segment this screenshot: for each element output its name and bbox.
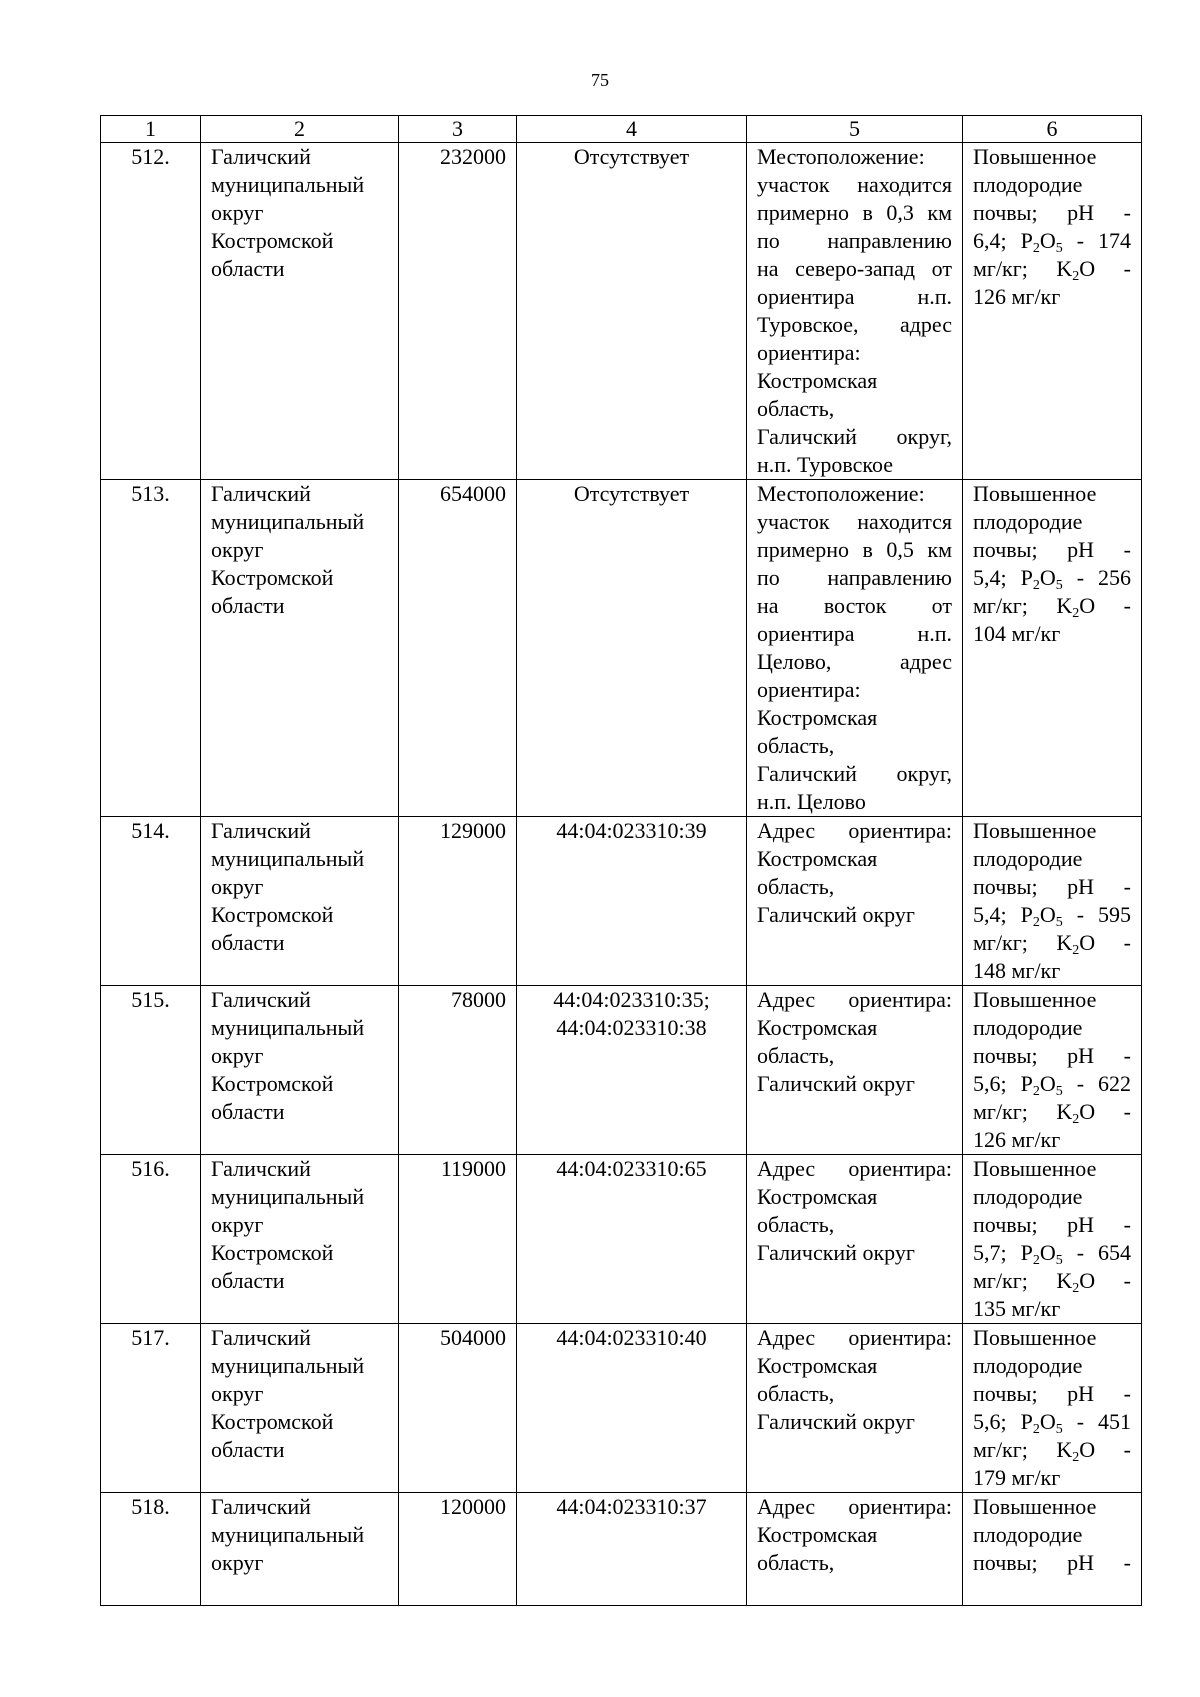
column-header: 6 <box>963 116 1142 143</box>
location-line: Туровское, адрес <box>757 312 952 337</box>
soil-ph-p2o5-line: 5,4; $P_2O_5 - 595$ <box>973 902 1131 930</box>
cadastral-cell <box>517 480 747 817</box>
location-line: примерно в 0,3 км <box>757 200 952 225</box>
cadastral-number: 44:04:023310:39 <box>556 818 707 843</box>
soil-k2o-line: мг/кг; $K_2O$ - <box>973 1437 1131 1465</box>
soil-ph-p2o5-line: 5,7; $P_2O_5 - 654$ <box>973 1240 1131 1268</box>
location-line: ориентира н.п. <box>757 284 952 309</box>
area-value: 654000 <box>440 481 506 506</box>
district-line: Галичский <box>211 1325 311 1350</box>
ph-value: 5,6 <box>973 1071 1001 1096</box>
district-line: области <box>211 593 285 618</box>
district-cell <box>201 1155 399 1324</box>
soil-line: плодородие <box>973 1353 1083 1378</box>
district-cell <box>201 480 399 817</box>
location-line: Костромская <box>757 705 878 730</box>
soil-k2o-line: мг/кг; $K_2O$ - <box>973 593 1131 621</box>
location-line: Адрес ориентира: <box>757 1494 952 1519</box>
soil-line: Повышенное <box>973 987 1097 1012</box>
row-number-cell <box>101 986 201 1155</box>
k2o-value: 135 мг/кг <box>973 1296 1061 1321</box>
area-cell <box>399 817 517 986</box>
area-cell <box>399 143 517 480</box>
district-line: Галичский <box>211 987 311 1012</box>
p2o5-value: 622 <box>1098 1071 1131 1096</box>
district-line: Галичский <box>211 144 311 169</box>
location-line: н.п. Туровское <box>757 452 894 477</box>
district-line: округ <box>211 1381 264 1406</box>
district-line: области <box>211 1437 285 1462</box>
location-line: Местоположение: <box>757 481 925 506</box>
location-line: область, <box>757 1381 835 1406</box>
location-line: ориентира: <box>757 677 861 702</box>
soil-line: почвы; pH - <box>973 1381 1131 1406</box>
column-header: 3 <box>399 116 517 143</box>
location-cell <box>747 817 963 986</box>
soil-line: Повышенное <box>973 1325 1097 1350</box>
location-cell <box>747 1155 963 1324</box>
location-line: н.п. Целово <box>757 789 866 814</box>
cadastral-cell <box>517 1324 747 1493</box>
district-line: муниципальный <box>211 172 365 197</box>
location-line: Костромская <box>757 368 878 393</box>
cadastral-cell <box>517 143 747 480</box>
district-line: области <box>211 930 285 955</box>
location-line: область, <box>757 733 835 758</box>
location-cell <box>747 1324 963 1493</box>
ph-value: 6,4 <box>973 228 1001 253</box>
page-number: 75 <box>591 70 609 90</box>
location-line: на восток от <box>757 593 952 618</box>
location-line: Адрес ориентира: <box>757 1325 952 1350</box>
district-line: муниципальный <box>211 509 365 534</box>
area-cell <box>399 1493 517 1606</box>
cadastral-number: Отсутствует <box>573 481 690 506</box>
area-cell <box>399 1155 517 1324</box>
area-value: 129000 <box>440 818 506 843</box>
ph-value: 5,4 <box>973 902 1001 927</box>
location-line: Адрес ориентира: <box>757 987 952 1012</box>
area-value: 120000 <box>440 1494 506 1519</box>
table-row <box>101 986 1142 1155</box>
cadastral-number: 44:04:023310:35; <box>553 987 710 1012</box>
table-row <box>101 817 1142 986</box>
district-line: муниципальный <box>211 846 365 871</box>
district-line: округ <box>211 1212 264 1237</box>
row-number-cell <box>101 1324 201 1493</box>
row-number: 515. <box>131 987 170 1012</box>
location-line: Костромская <box>757 1522 878 1547</box>
area-cell <box>399 480 517 817</box>
soil-line: плодородие <box>973 1015 1083 1040</box>
k2o-value: 148 мг/кг <box>973 958 1061 983</box>
ph-value: 5,4 <box>973 565 1001 590</box>
table-row <box>101 1324 1142 1493</box>
district-line: области <box>211 256 285 281</box>
soil-line: почвы; pH - <box>973 537 1131 562</box>
row-number: 512. <box>131 144 170 169</box>
column-header: 2 <box>201 116 399 143</box>
location-line: по направлению <box>757 228 952 253</box>
location-cell <box>747 1493 963 1606</box>
district-line: округ <box>211 1550 264 1575</box>
area-value: 504000 <box>440 1325 506 1350</box>
soil-line: Повышенное <box>973 144 1097 169</box>
p2o5-value: 451 <box>1098 1409 1131 1434</box>
soil-cell <box>963 1324 1142 1493</box>
location-line: Адрес ориентира: <box>757 1156 952 1181</box>
cadastral-number: 44:04:023310:65 <box>556 1156 707 1181</box>
location-line: по направлению <box>757 565 952 590</box>
district-line: округ <box>211 200 264 225</box>
cadastral-cell <box>517 1155 747 1324</box>
location-line: область, <box>757 1550 835 1575</box>
row-number: 518. <box>131 1494 170 1519</box>
soil-cell <box>963 1493 1142 1606</box>
soil-cell <box>963 1155 1142 1324</box>
district-line: муниципальный <box>211 1353 365 1378</box>
location-line: Адрес ориентира: <box>757 818 952 843</box>
district-line: Костромской <box>211 1071 334 1096</box>
location-line: область, <box>757 396 835 421</box>
soil-ph-p2o5-line: 5,4; $P_2O_5 - 256$ <box>973 565 1131 593</box>
row-number-cell <box>101 1155 201 1324</box>
ph-value: 5,6 <box>973 1409 1001 1434</box>
location-line: Костромская <box>757 1184 878 1209</box>
cadastral-number: 44:04:023310:37 <box>556 1494 707 1519</box>
column-number-row <box>101 116 1142 143</box>
location-cell <box>747 986 963 1155</box>
soil-ph-p2o5-line: 6,4; $P_2O_5 - 174$ <box>973 228 1131 256</box>
area-cell <box>399 986 517 1155</box>
location-line: Галичский округ <box>757 902 915 927</box>
district-line: Галичский <box>211 818 311 843</box>
location-line: Галичский округ <box>757 1240 915 1265</box>
soil-k2o-line: мг/кг; $K_2O$ - <box>973 930 1131 958</box>
area-cell <box>399 1324 517 1493</box>
table-row <box>101 1493 1142 1606</box>
k2o-value: 126 мг/кг <box>973 1127 1061 1152</box>
area-value: 78000 <box>451 987 506 1012</box>
k2o-value: 104 мг/кг <box>973 621 1061 646</box>
soil-ph-p2o5-line: 5,6; $P_2O_5 - 451$ <box>973 1409 1131 1437</box>
cadastral-number: 44:04:023310:38 <box>556 1015 707 1040</box>
soil-line: плодородие <box>973 509 1083 534</box>
soil-cell <box>963 480 1142 817</box>
district-cell <box>201 143 399 480</box>
column-header: 5 <box>747 116 963 143</box>
row-number-cell <box>101 480 201 817</box>
location-line: Целово, адрес <box>757 649 952 674</box>
soil-line: Повышенное <box>973 818 1097 843</box>
location-line: область, <box>757 874 835 899</box>
soil-cell <box>963 143 1142 480</box>
district-line: округ <box>211 874 264 899</box>
soil-cell <box>963 986 1142 1155</box>
district-line: Галичский <box>211 1156 311 1181</box>
district-line: Костромской <box>211 565 334 590</box>
p2o5-value: 174 <box>1098 228 1131 253</box>
district-line: Костромской <box>211 1240 334 1265</box>
location-line: примерно в 0,5 км <box>757 537 952 562</box>
k2o-value: 179 мг/кг <box>973 1465 1061 1490</box>
row-number-cell <box>101 817 201 986</box>
district-line: муниципальный <box>211 1522 365 1547</box>
district-line: Костромской <box>211 228 334 253</box>
location-line: Галичский округ, <box>757 424 952 449</box>
location-line: Местоположение: <box>757 144 925 169</box>
location-line: область, <box>757 1043 835 1068</box>
soil-line: почвы; pH - <box>973 1212 1131 1237</box>
location-line: Галичский округ <box>757 1071 915 1096</box>
district-line: округ <box>211 537 264 562</box>
soil-ph-p2o5-line: 5,6; $P_2O_5 - 622$ <box>973 1071 1131 1099</box>
soil-cell <box>963 817 1142 986</box>
district-line: муниципальный <box>211 1015 365 1040</box>
row-number: 514. <box>131 818 170 843</box>
p2o5-value: 256 <box>1098 565 1131 590</box>
area-value: 232000 <box>440 144 506 169</box>
location-cell <box>747 143 963 480</box>
soil-line: Повышенное <box>973 1156 1097 1181</box>
district-line: Галичский <box>211 1494 311 1519</box>
p2o5-value: 595 <box>1098 902 1131 927</box>
soil-line: почвы; pH - <box>973 1550 1131 1575</box>
location-line: ориентира: <box>757 340 861 365</box>
p2o5-value: 654 <box>1098 1240 1131 1265</box>
ph-value: 5,7 <box>973 1240 1001 1265</box>
row-number-cell <box>101 1493 201 1606</box>
cadastral-number: 44:04:023310:40 <box>556 1325 707 1350</box>
soil-line: почвы; pH - <box>973 1043 1131 1068</box>
cadastral-number: Отсутствует <box>573 144 690 169</box>
soil-k2o-line: мг/кг; $K_2O$ - <box>973 1099 1131 1127</box>
soil-line: плодородие <box>973 846 1083 871</box>
district-line: области <box>211 1268 285 1293</box>
location-line: участок находится <box>757 172 952 197</box>
location-line: на северо-запад от <box>757 256 952 281</box>
location-line: область, <box>757 1212 835 1237</box>
location-line: ориентира н.п. <box>757 621 952 646</box>
table-row <box>101 1155 1142 1324</box>
table-row <box>101 143 1142 480</box>
soil-line: плодородие <box>973 172 1083 197</box>
district-line: Костромской <box>211 1409 334 1434</box>
soil-k2o-line: мг/кг; $K_2O$ - <box>973 1268 1131 1296</box>
location-line: Костромская <box>757 1015 878 1040</box>
district-cell <box>201 817 399 986</box>
soil-line: почвы; pH - <box>973 200 1131 225</box>
soil-line: Повышенное <box>973 481 1097 506</box>
row-number: 517. <box>131 1325 170 1350</box>
location-line: Костромская <box>757 1353 878 1378</box>
column-header: 1 <box>101 116 201 143</box>
row-number: 516. <box>131 1156 170 1181</box>
soil-line: Повышенное <box>973 1494 1097 1519</box>
cadastral-cell <box>517 817 747 986</box>
row-number: 513. <box>131 481 170 506</box>
district-line: Костромской <box>211 902 334 927</box>
soil-line: плодородие <box>973 1522 1083 1547</box>
cadastral-cell <box>517 986 747 1155</box>
district-cell <box>201 1493 399 1606</box>
soil-k2o-line: мг/кг; $K_2O$ - <box>973 256 1131 284</box>
district-line: округ <box>211 1043 264 1068</box>
column-header: 4 <box>517 116 747 143</box>
cadastral-cell <box>517 1493 747 1606</box>
area-value: 119000 <box>440 1156 506 1181</box>
district-line: муниципальный <box>211 1184 365 1209</box>
k2o-value: 126 мг/кг <box>973 284 1061 309</box>
location-line: участок находится <box>757 509 952 534</box>
district-cell <box>201 1324 399 1493</box>
location-line: Галичский округ, <box>757 761 952 786</box>
table-row <box>101 480 1142 817</box>
district-cell <box>201 986 399 1155</box>
district-line: области <box>211 1099 285 1124</box>
soil-line: плодородие <box>973 1184 1083 1209</box>
land-plots-table <box>100 115 1142 1606</box>
soil-line: почвы; pH - <box>973 874 1131 899</box>
location-cell <box>747 480 963 817</box>
row-number-cell <box>101 143 201 480</box>
district-line: Галичский <box>211 481 311 506</box>
location-line: Костромская <box>757 846 878 871</box>
location-line: Галичский округ <box>757 1409 915 1434</box>
